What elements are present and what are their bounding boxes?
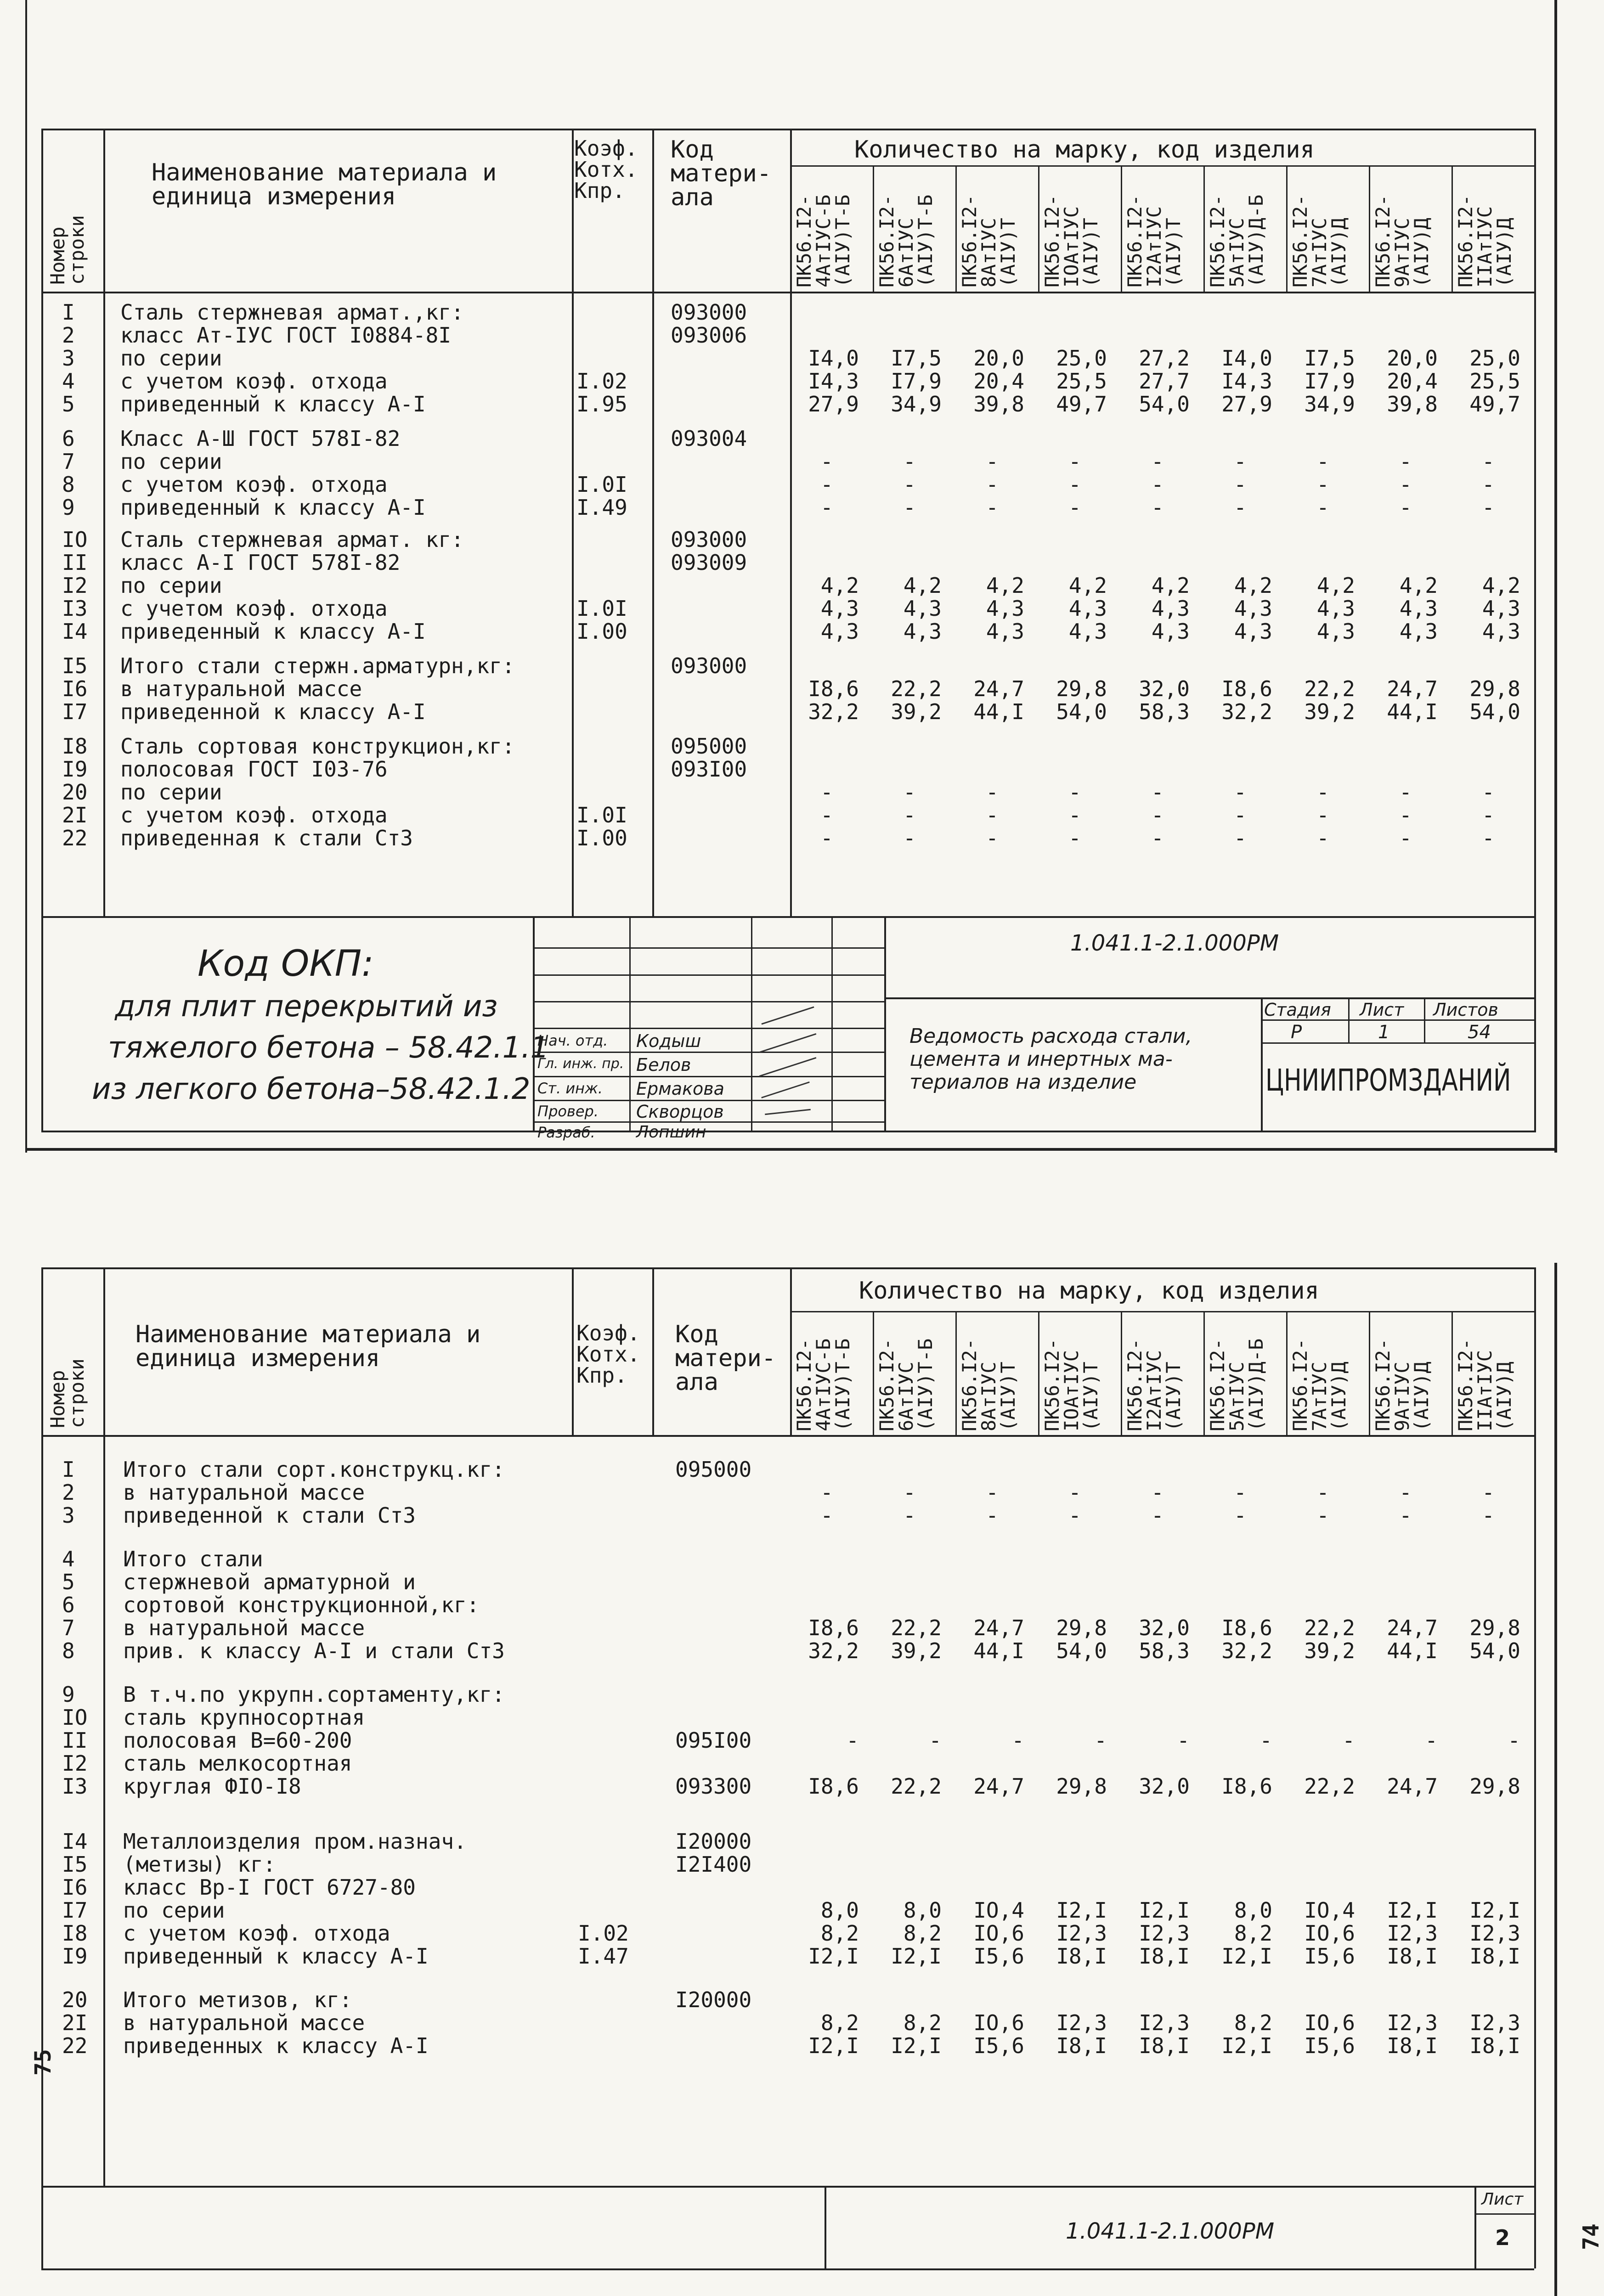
value-cell: 29,8 54,0 — [1469, 1615, 1520, 1663]
value-cell: - 22,2 — [1304, 1728, 1355, 1799]
signature — [759, 1033, 817, 1053]
material-text: Итого метизов, кг: в натуральной массе приведенных к классу А-I — [123, 1987, 429, 2058]
value-cell: 4,2 4,3 4,3 — [1316, 573, 1355, 644]
value-cell: 25,0 25,5 49,7 — [1056, 346, 1107, 416]
value-cell: I7,5 I7,9 34,9 — [891, 346, 942, 416]
okp-line: для плит перекрытий из — [115, 990, 498, 1024]
page-number-left: 75 — [30, 2049, 56, 2076]
value-cell: 4,2 4,3 4,3 — [1482, 573, 1520, 644]
value-cell: I4,0 I4,3 27,9 — [808, 346, 859, 416]
person-name: Белов — [636, 1055, 691, 1075]
value-cell: 8,0 8,2 I2,I — [891, 1898, 942, 1969]
value-cell: 4,2 4,3 4,3 — [820, 573, 859, 644]
row-numbers: 4 5 6 7 8 — [62, 1547, 75, 1663]
value-cell: - - - — [986, 449, 999, 520]
stage-label: Стадия — [1264, 1000, 1331, 1020]
value-cell: - - - — [1068, 780, 1081, 850]
sheet-value: 1 — [1378, 1022, 1390, 1043]
mark-header: ПК56.I2- IIАтIУС (АIУ)Д — [1454, 194, 1515, 287]
sheet-label: Лист — [1481, 2190, 1524, 2209]
page-number-right: 74 — [1578, 2223, 1604, 2250]
value-cell: I8,6 32,2 — [808, 676, 859, 724]
role-label: Разраб. — [537, 1124, 595, 1141]
mark-header: ПК56.I2- I2АтIУС (АIУ)Т — [1124, 194, 1185, 287]
signature — [765, 1109, 811, 1115]
document-code: 1.041.1-2.1.000РМ — [1066, 2218, 1275, 2244]
value-cell: I2,3 I8,I — [1056, 2010, 1107, 2058]
code-cell: 093000 093006 — [671, 300, 747, 348]
value-cell: 8,0 8,2 I2,I — [1221, 1898, 1272, 1969]
code-cell: 093004 — [671, 426, 747, 451]
sheets-value: 54 — [1468, 1022, 1491, 1043]
value-cell: 27,2 27,7 54,0 — [1139, 346, 1190, 416]
value-cell: - I8,6 — [808, 1728, 859, 1799]
row-numbers: IO II I2 I3 I4 — [62, 527, 88, 644]
role-label: Ст. инж. — [537, 1080, 603, 1097]
signature — [761, 1007, 814, 1025]
material-header: Наименование материала и единица измерения — [136, 1321, 481, 1372]
value-cell: I7,5 I7,9 34,9 — [1304, 346, 1355, 416]
person-name: Скворцов — [636, 1102, 724, 1122]
row-numbers: I8 I9 20 2I 22 — [62, 734, 88, 850]
value-cell: 20,0 20,4 39,8 — [973, 346, 1024, 416]
sheets-label: Листов — [1433, 1000, 1498, 1020]
row-numbers: 9 IO II I2 I3 — [62, 1682, 88, 1799]
value-cell: - - — [820, 1480, 833, 1528]
value-cell: IO,4 IO,6 I5,6 — [973, 1898, 1024, 1969]
signature — [759, 1057, 817, 1077]
koef-header: Коэф. Котх. Кпр. — [574, 136, 638, 203]
value-cell: - - - — [820, 449, 833, 520]
value-cell: I2,I I2,3 I8,I — [1387, 1898, 1438, 1969]
value-cell: 8,2 I2,I — [808, 2010, 859, 2058]
koef-cell: I.02 I.95 — [576, 369, 627, 416]
mark-header: ПК56.I2- 8АтIУС (АIУ)Т — [958, 1338, 1019, 1431]
role-label: Провер. — [537, 1103, 599, 1120]
okp-title: Код ОКП: — [198, 943, 374, 985]
value-cell: I8,6 32,2 — [1221, 676, 1272, 724]
material-text: Сталь стержневая армат. кг: класс А-I ГОСТ 578I-82 по серии с учетом коэф. отхода приведенный к классу А-I — [120, 527, 464, 644]
code-header: Код матери- ала — [675, 1321, 776, 1396]
document-code: 1.041.1-2.1.000РМ — [1070, 930, 1279, 956]
value-cell: I8,6 32,2 — [808, 1615, 859, 1663]
row-number-header: Номер строки — [46, 1358, 88, 1428]
value-cell: - - — [1068, 1480, 1081, 1528]
code-cell: I20000 — [675, 1987, 752, 2012]
value-cell: I2,3 I8,I — [1387, 2010, 1438, 2058]
person-name: Кодыш — [636, 1031, 701, 1051]
value-cell: - - - — [1068, 449, 1081, 520]
value-cell: 29,8 54,0 — [1056, 676, 1107, 724]
mark-header: ПК56.I2- 9АтIУС (АIУ)Д — [1372, 194, 1433, 287]
material-text: Итого стали стержн.арматурн,кг: в натуральной массе приведенной к классу А-I — [120, 653, 515, 724]
signature — [761, 1081, 810, 1098]
value-cell: - - — [1151, 1480, 1164, 1528]
code-header: Код матери- ала — [671, 136, 772, 211]
mark-header: ПК56.I2- 7АтIУС (АIУ)Д — [1289, 194, 1350, 287]
value-cell: - - - — [1399, 449, 1412, 520]
value-cell: 20,0 20,4 39,8 — [1387, 346, 1438, 416]
value-cell: - 29,8 — [1056, 1728, 1107, 1799]
material-text: Металлоизделия пром.назнач. (метизы) кг: класс Вр-I ГОСТ 6727-80 по серии с учетом коэф. отхода приведенный к классу А-I — [123, 1829, 467, 1969]
value-cell: 4,2 4,3 4,3 — [1234, 573, 1272, 644]
value-cell: 22,2 39,2 — [891, 1615, 942, 1663]
value-cell: 25,0 25,5 49,7 — [1469, 346, 1520, 416]
koef-cell: I.0I I.49 — [576, 472, 627, 520]
value-cell: 29,8 54,0 — [1056, 1615, 1107, 1663]
value-cell: - - - — [1151, 780, 1164, 850]
value-cell: I2,3 I8,I — [1139, 2010, 1190, 2058]
value-cell: - - - — [1234, 449, 1247, 520]
row-numbers: I4 I5 I6 I7 I8 I9 — [62, 1829, 88, 1969]
code-cell: I20000 I2I400 — [675, 1829, 752, 1877]
value-cell: - - — [1399, 1480, 1412, 1528]
koef-cell: I.02 I.47 — [578, 1921, 629, 1969]
material-text: Сталь сортовая конструкцион,кг: полосовая ГОСТ I03-76 по серии с учетом коэф. отхода приведенная к стали Ст3 — [120, 734, 515, 850]
value-cell: I2,I I2,3 I8,I — [1139, 1898, 1190, 1969]
code-cell: 095000 093I00 — [671, 734, 747, 782]
value-cell: I2,I I2,3 I8,I — [1469, 1898, 1520, 1969]
value-cell: - - - — [1316, 449, 1329, 520]
code-cell: 093000 093009 — [671, 527, 747, 575]
value-cell: - - - — [1316, 780, 1329, 850]
value-cell: 22,2 39,2 — [891, 676, 942, 724]
person-name: Лопшин — [636, 1123, 706, 1142]
koef-cell: I.0I I.00 — [576, 803, 627, 850]
organization-name: ЦНИИПРОМЗДАНИЙ — [1265, 1063, 1511, 1098]
value-cell: - - — [1316, 1480, 1329, 1528]
okp-line: из легкого бетона–58.42.1.2 — [92, 1072, 531, 1106]
value-cell: 22,2 39,2 — [1304, 676, 1355, 724]
value-cell: - - - — [1399, 780, 1412, 850]
code-cell: 095000 — [675, 1457, 752, 1482]
value-cell: - - - — [1482, 780, 1495, 850]
row-number-header: Номер строки — [46, 215, 88, 285]
value-cell: 4,2 4,3 4,3 — [903, 573, 942, 644]
value-cell: 4,2 4,3 4,3 — [986, 573, 1024, 644]
mark-header: ПК56.I2- IОАтIУС (АIУ)Т — [1041, 194, 1102, 287]
mark-header: ПК56.I2- 8АтIУС (АIУ)Т — [958, 194, 1019, 287]
sheet-label: Лист — [1360, 1000, 1404, 1020]
value-cell: 24,7 44,I — [973, 1615, 1024, 1663]
koef-header: Коэф. Котх. Кпр. — [576, 1321, 640, 1388]
row-numbers: I5 I6 I7 — [62, 653, 88, 724]
document-title: Ведомость расхода стали, цемента и инертных ма- териалов на изделие — [909, 1024, 1192, 1094]
value-cell: - - - — [903, 780, 916, 850]
value-cell: - 29,8 — [1469, 1728, 1520, 1799]
value-cell: 4,2 4,3 4,3 — [1068, 573, 1107, 644]
material-text: Сталь стержневая армат.,кг: класс Ат-IУС ГОСТ I0884-8I по серии с учетом коэф. отхода приведенный к классу А-I — [120, 300, 464, 416]
code-cell: 093000 — [671, 653, 747, 678]
value-cell: - - - — [903, 449, 916, 520]
value-cell: - - - — [1151, 449, 1164, 520]
role-label: Гл. инж. пр. — [537, 1056, 624, 1072]
mark-header: ПК56.I2- 6АтIУС (АIУ)Т-Б — [875, 194, 937, 287]
stage-value: Р — [1291, 1022, 1302, 1043]
value-cell: 22,2 39,2 — [1304, 1615, 1355, 1663]
value-cell: - - — [1234, 1480, 1247, 1528]
koef-cell: I.0I I.00 — [576, 596, 627, 644]
row-numbers: 6 7 8 9 — [62, 426, 75, 520]
role-label: Нач. отд. — [537, 1032, 608, 1049]
value-cell: IO,6 I5,6 — [973, 2010, 1024, 2058]
row-numbers: I 2 3 — [62, 1457, 75, 1528]
material-text: Класс А-Ш ГОСТ 578I-82 по серии с учетом коэф. отхода приведенный к классу А-I — [120, 426, 426, 520]
mark-header: ПК56.I2- 5АтIУС (АIУ)Д-Б — [1206, 1338, 1267, 1431]
value-cell: - 24,7 — [1387, 1728, 1438, 1799]
value-cell: I8,6 32,2 — [1221, 1615, 1272, 1663]
value-cell: I2,I I2,3 I8,I — [1056, 1898, 1107, 1969]
value-cell: 8,2 I2,I — [891, 2010, 942, 2058]
mark-header: ПК56.I2- 5АтIУС (АIУ)Д-Б — [1206, 194, 1267, 287]
value-cell: IO,6 I5,6 — [1304, 2010, 1355, 2058]
value-cell: 29,8 54,0 — [1469, 676, 1520, 724]
code-cell: 095I00 093300 — [675, 1728, 752, 1799]
value-cell: 8,2 I2,I — [1221, 2010, 1272, 2058]
value-cell: - I8,6 — [1221, 1728, 1272, 1799]
value-cell: - - - — [820, 780, 833, 850]
person-name: Ермакова — [636, 1079, 724, 1099]
value-cell: 4,2 4,3 4,3 — [1151, 573, 1190, 644]
value-cell: I2,3 I8,I — [1469, 2010, 1520, 2058]
value-cell: - - - — [1234, 780, 1247, 850]
row-numbers: I 2 3 4 5 — [62, 300, 75, 416]
value-cell: 32,0 58,3 — [1139, 1615, 1190, 1663]
value-cell: - 24,7 — [973, 1728, 1024, 1799]
value-cell: - 32,0 — [1139, 1728, 1190, 1799]
okp-line: тяжелого бетона – 58.42.1.1 — [108, 1031, 549, 1065]
value-cell: - - — [986, 1480, 999, 1528]
sheet-number: 2 — [1495, 2225, 1510, 2250]
value-cell: - - — [903, 1480, 916, 1528]
material-text: Итого стали сорт.конструкц.кг: в натуральной массе приведенной к стали Ст3 — [123, 1457, 505, 1528]
value-cell: - 22,2 — [891, 1728, 942, 1799]
quantity-header: Количество на марку, код изделия — [854, 136, 1315, 163]
mark-header: ПК56.I2- 6АтIУС (АIУ)Т-Б — [875, 1338, 937, 1431]
material-text: В т.ч.по укрупн.сортаменту,кг: сталь крупносортная полосовая В=60-200 сталь мелкосортная круглая ФIО-I8 — [123, 1682, 505, 1799]
mark-header: ПК56.I2- 7АтIУС (АIУ)Д — [1289, 1338, 1350, 1431]
material-text: Итого стали стержневой арматурной и сортовой конструкционной,кг: в натуральной массе прив. к классу А-I и стали Ст3 — [123, 1547, 505, 1663]
mark-header: ПК56.I2- 4АтIУС-Б (АIУ)Т-Б — [793, 194, 854, 287]
value-cell: 4,2 4,3 4,3 — [1399, 573, 1438, 644]
value-cell: 24,7 44,I — [973, 676, 1024, 724]
mark-header: ПК56.I2- 4АтIУС-Б (АIУ)Т-Б — [793, 1338, 854, 1431]
value-cell: IO,4 IO,6 I5,6 — [1304, 1898, 1355, 1969]
quantity-header: Количество на марку, код изделия — [859, 1277, 1319, 1305]
material-header: Наименование материала и единица измерения — [152, 159, 497, 210]
mark-header: ПК56.I2- IIАтIУС (АIУ)Д — [1454, 1338, 1515, 1431]
value-cell: - - - — [986, 780, 999, 850]
value-cell: - - - — [1482, 449, 1495, 520]
value-cell: 32,0 58,3 — [1139, 676, 1190, 724]
mark-header: ПК56.I2- I2АтIУС (АIУ)Т — [1124, 1338, 1185, 1431]
value-cell: - - — [1482, 1480, 1495, 1528]
mark-header: ПК56.I2- 9АтIУС (АIУ)Д — [1372, 1338, 1433, 1431]
value-cell: 24,7 44,I — [1387, 1615, 1438, 1663]
value-cell: 24,7 44,I — [1387, 676, 1438, 724]
value-cell: 8,0 8,2 I2,I — [808, 1898, 859, 1969]
mark-header: ПК56.I2- IОАтIУС (АIУ)Т — [1041, 1338, 1102, 1431]
value-cell: I4,0 I4,3 27,9 — [1221, 346, 1272, 416]
row-numbers: 20 2I 22 — [62, 1987, 88, 2058]
